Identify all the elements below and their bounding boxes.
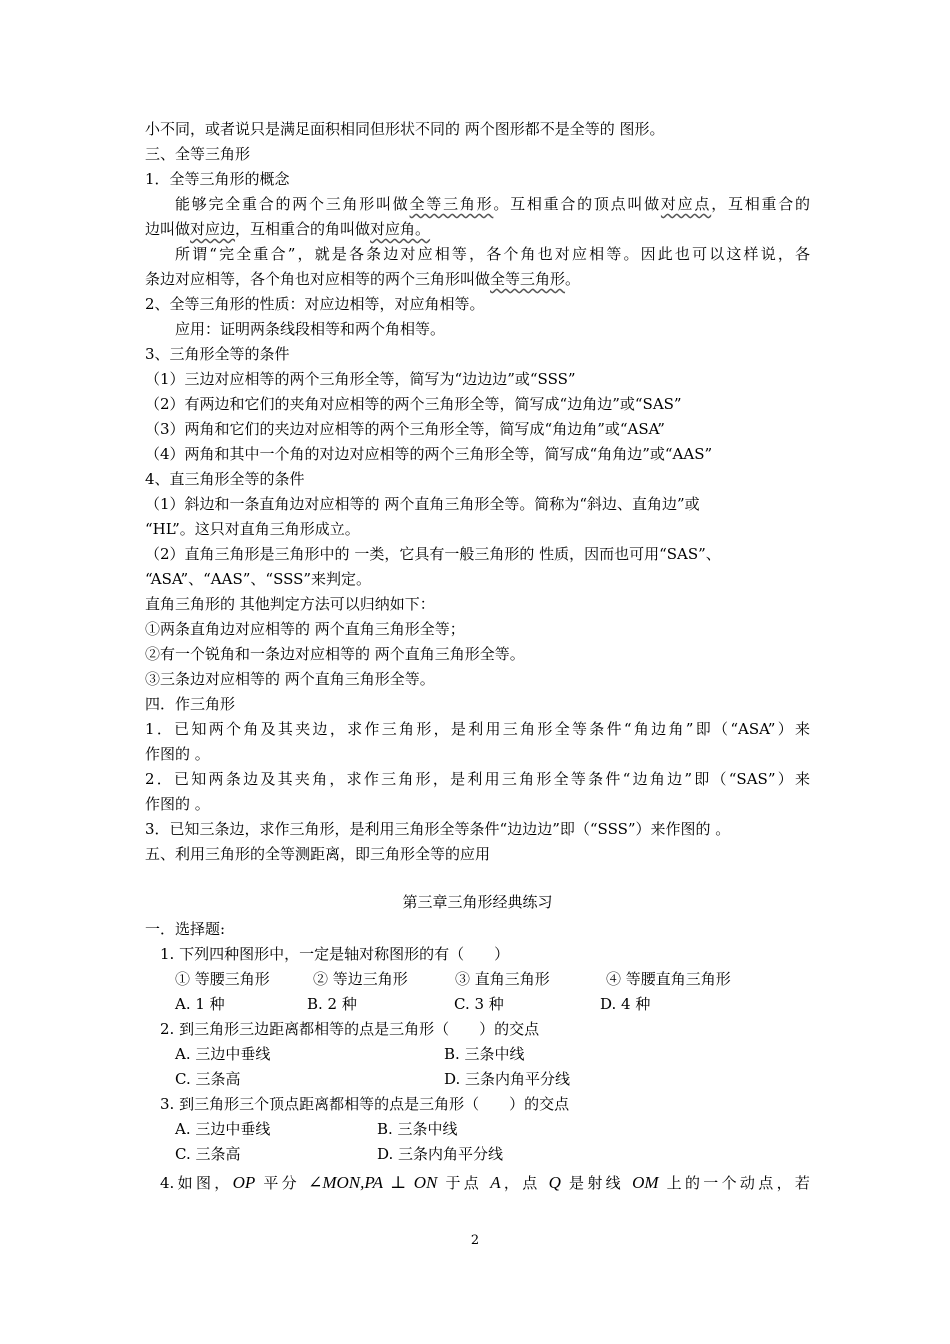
text-span: 上的一个动点，若 xyxy=(666,1174,810,1192)
question-3-option-b: B. 三条中线 xyxy=(377,1120,458,1138)
text-span: 边叫做 xyxy=(145,220,191,238)
question-3-stem: 3. 到三角形三个顶点距离都相等的点是三角形（ ）的交点 xyxy=(160,1095,570,1113)
text-line: 应用：证明两条线段相等和两个角相等。 xyxy=(175,320,446,338)
question-3-option-a: A. 三边中垂线 xyxy=(175,1120,271,1138)
question-3-option-d: D. 三条内角平分线 xyxy=(377,1145,504,1163)
text-line: “ASA”、“AAS”、“SSS”来判定。 xyxy=(145,570,372,588)
condition-item: （1）三边对应相等的两个三角形全等，简写为“边边边”或“SSS” xyxy=(145,370,576,388)
question-4-stem xyxy=(160,1172,810,1194)
question-2-stem: 2. 到三角形三边距离都相等的点是三角形（ ）的交点 xyxy=(160,1020,540,1038)
term-congruent-triangle: 全等三角形 xyxy=(409,195,494,213)
math-op: OP xyxy=(232,1173,256,1192)
term-congruent-triangle: 全等三角形 xyxy=(490,270,566,288)
question-2-option-d: D. 三条内角平分线 xyxy=(444,1070,571,1088)
question-2-option-c: C. 三条高 xyxy=(175,1070,241,1088)
section-heading: 三、全等三角形 xyxy=(145,145,251,163)
subsection-heading: 1．全等三角形的概念 xyxy=(145,170,290,188)
math-pa-perp-on: PA ⊥ ON xyxy=(364,1173,438,1192)
text-span: ，互相重合的角叫做 xyxy=(235,220,371,238)
question-1-stem: 1. 下列四种图形中，一定是轴对称图形的有（ ） xyxy=(160,945,510,963)
text-span: 平分 xyxy=(263,1174,300,1192)
text-span: 。 xyxy=(565,270,581,288)
text-line: 所谓“完全重合”，就是各条边对应相等，各个角也对应相等。因此也可以这样说，各 xyxy=(175,245,810,263)
text-line xyxy=(145,268,810,290)
text-line xyxy=(145,218,810,240)
condition-item: （2）有两边和它们的夹角对应相等的两个三角形全等，简写成“边角边”或“SAS” xyxy=(145,395,682,413)
term-corresponding-side: 对应边 xyxy=(190,220,236,238)
text-span: 。互相重合的顶点叫做 xyxy=(493,195,661,213)
question-1-item: ④ 等腰直角三角形 xyxy=(606,970,731,988)
text-span: 是射线 xyxy=(569,1174,625,1192)
exercise-title: 第三章三角形经典练习 xyxy=(402,893,553,911)
subsection-heading: 3、三角形全等的条件 xyxy=(145,345,290,363)
subsection-heading: 2、全等三角形的性质：对应边相等，对应角相等。 xyxy=(145,295,485,313)
text-span: 于点 xyxy=(445,1174,483,1192)
question-3-option-c: C. 三条高 xyxy=(175,1145,241,1163)
question-1-option-c: C. 3 种 xyxy=(454,995,504,1013)
text-line: 作图的 。 xyxy=(145,745,210,763)
question-2-option-a: A. 三边中垂线 xyxy=(175,1045,271,1063)
question-2-option-b: B. 三条中线 xyxy=(444,1045,525,1063)
text-line xyxy=(175,193,810,215)
text-span: 条边对应相等，各个角也对应相等的两个三角形叫做 xyxy=(145,270,491,288)
section-heading: 五、利用三角形的全等测距离，即三角形全等的应用 xyxy=(145,845,491,863)
exercise-section-heading: 一．选择题: xyxy=(145,920,226,938)
math-angle-mon: ∠MON xyxy=(308,1173,361,1192)
text-span: 能够完全重合的两个三角形叫做 xyxy=(175,195,410,213)
text-line: 2．已知两条边及其夹角，求作三角形，是利用三角形全等条件“边角边”即（“SAS”）来 xyxy=(145,770,810,788)
section-heading: 四．作三角形 xyxy=(145,695,236,713)
question-1-item: ① 等腰三角形 xyxy=(175,970,270,988)
text-span: ，互相重合的 xyxy=(711,195,810,213)
condition-item: （3）两角和它们的夹边对应相等的两个三角形全等，简写成“角边角”或“ASA” xyxy=(145,420,665,438)
question-1-option-b: B. 2 种 xyxy=(307,995,357,1013)
question-1-item: ③ 直角三角形 xyxy=(455,970,550,988)
list-item: ①两条直角边对应相等的 两个直角三角形全等； xyxy=(145,620,465,638)
page-number: 2 xyxy=(470,1233,480,1248)
text-line: “HL”。这只对直角三角形成立。 xyxy=(145,520,360,538)
condition-item: （4）两角和其中一个角的对边对应相等的两个三角形全等，简写成“角角边”或“AAS” xyxy=(145,445,713,463)
text-span: 4.如图， xyxy=(160,1174,233,1192)
list-item: ③三条边对应相等的 两个直角三角形全等。 xyxy=(145,670,435,688)
math-ray-om: OM xyxy=(632,1173,659,1192)
list-item: ②有一个锐角和一条边对应相等的 两个直角三角形全等。 xyxy=(145,645,525,663)
text-line: 小不同，或者说只是满足面积相同但形状不同的 两个图形都不是全等的 图形。 xyxy=(145,120,665,138)
question-1-item: ② 等边三角形 xyxy=(313,970,408,988)
text-line: 3．已知三条边，求作三角形，是利用三角形全等条件“边边边”即（“SSS”）来作图的 。 xyxy=(145,820,731,838)
text-line: 直角三角形的 其他判定方法可以归纳如下： xyxy=(145,595,435,613)
text-line: 作图的 。 xyxy=(145,795,210,813)
condition-item: （2）直角三角形是三角形中的 一类，它具有一般三角形的 性质，因而也可用“SAS”、 xyxy=(145,545,721,563)
question-1-option-d: D. 4 种 xyxy=(600,995,651,1013)
condition-item: （1）斜边和一条直角边对应相等的 两个直角三角形全等。简称为“斜边、直角边”或 xyxy=(145,495,700,513)
text-line: 1．已知两个角及其夹边，求作三角形，是利用三角形全等条件“角边角”即（“ASA”）来 xyxy=(145,720,810,738)
term-corresponding-vertex: 对应点 xyxy=(660,195,712,213)
math-point-a: A xyxy=(490,1173,501,1192)
question-1-option-a: A. 1 种 xyxy=(175,995,225,1013)
subsection-heading: 4、直三角形全等的条件 xyxy=(145,470,305,488)
text-span: ，点 xyxy=(500,1174,541,1192)
math-point-q: Q xyxy=(548,1173,561,1192)
math-comma: , xyxy=(360,1173,365,1192)
term-corresponding-angle: 对应角。 xyxy=(370,220,431,238)
